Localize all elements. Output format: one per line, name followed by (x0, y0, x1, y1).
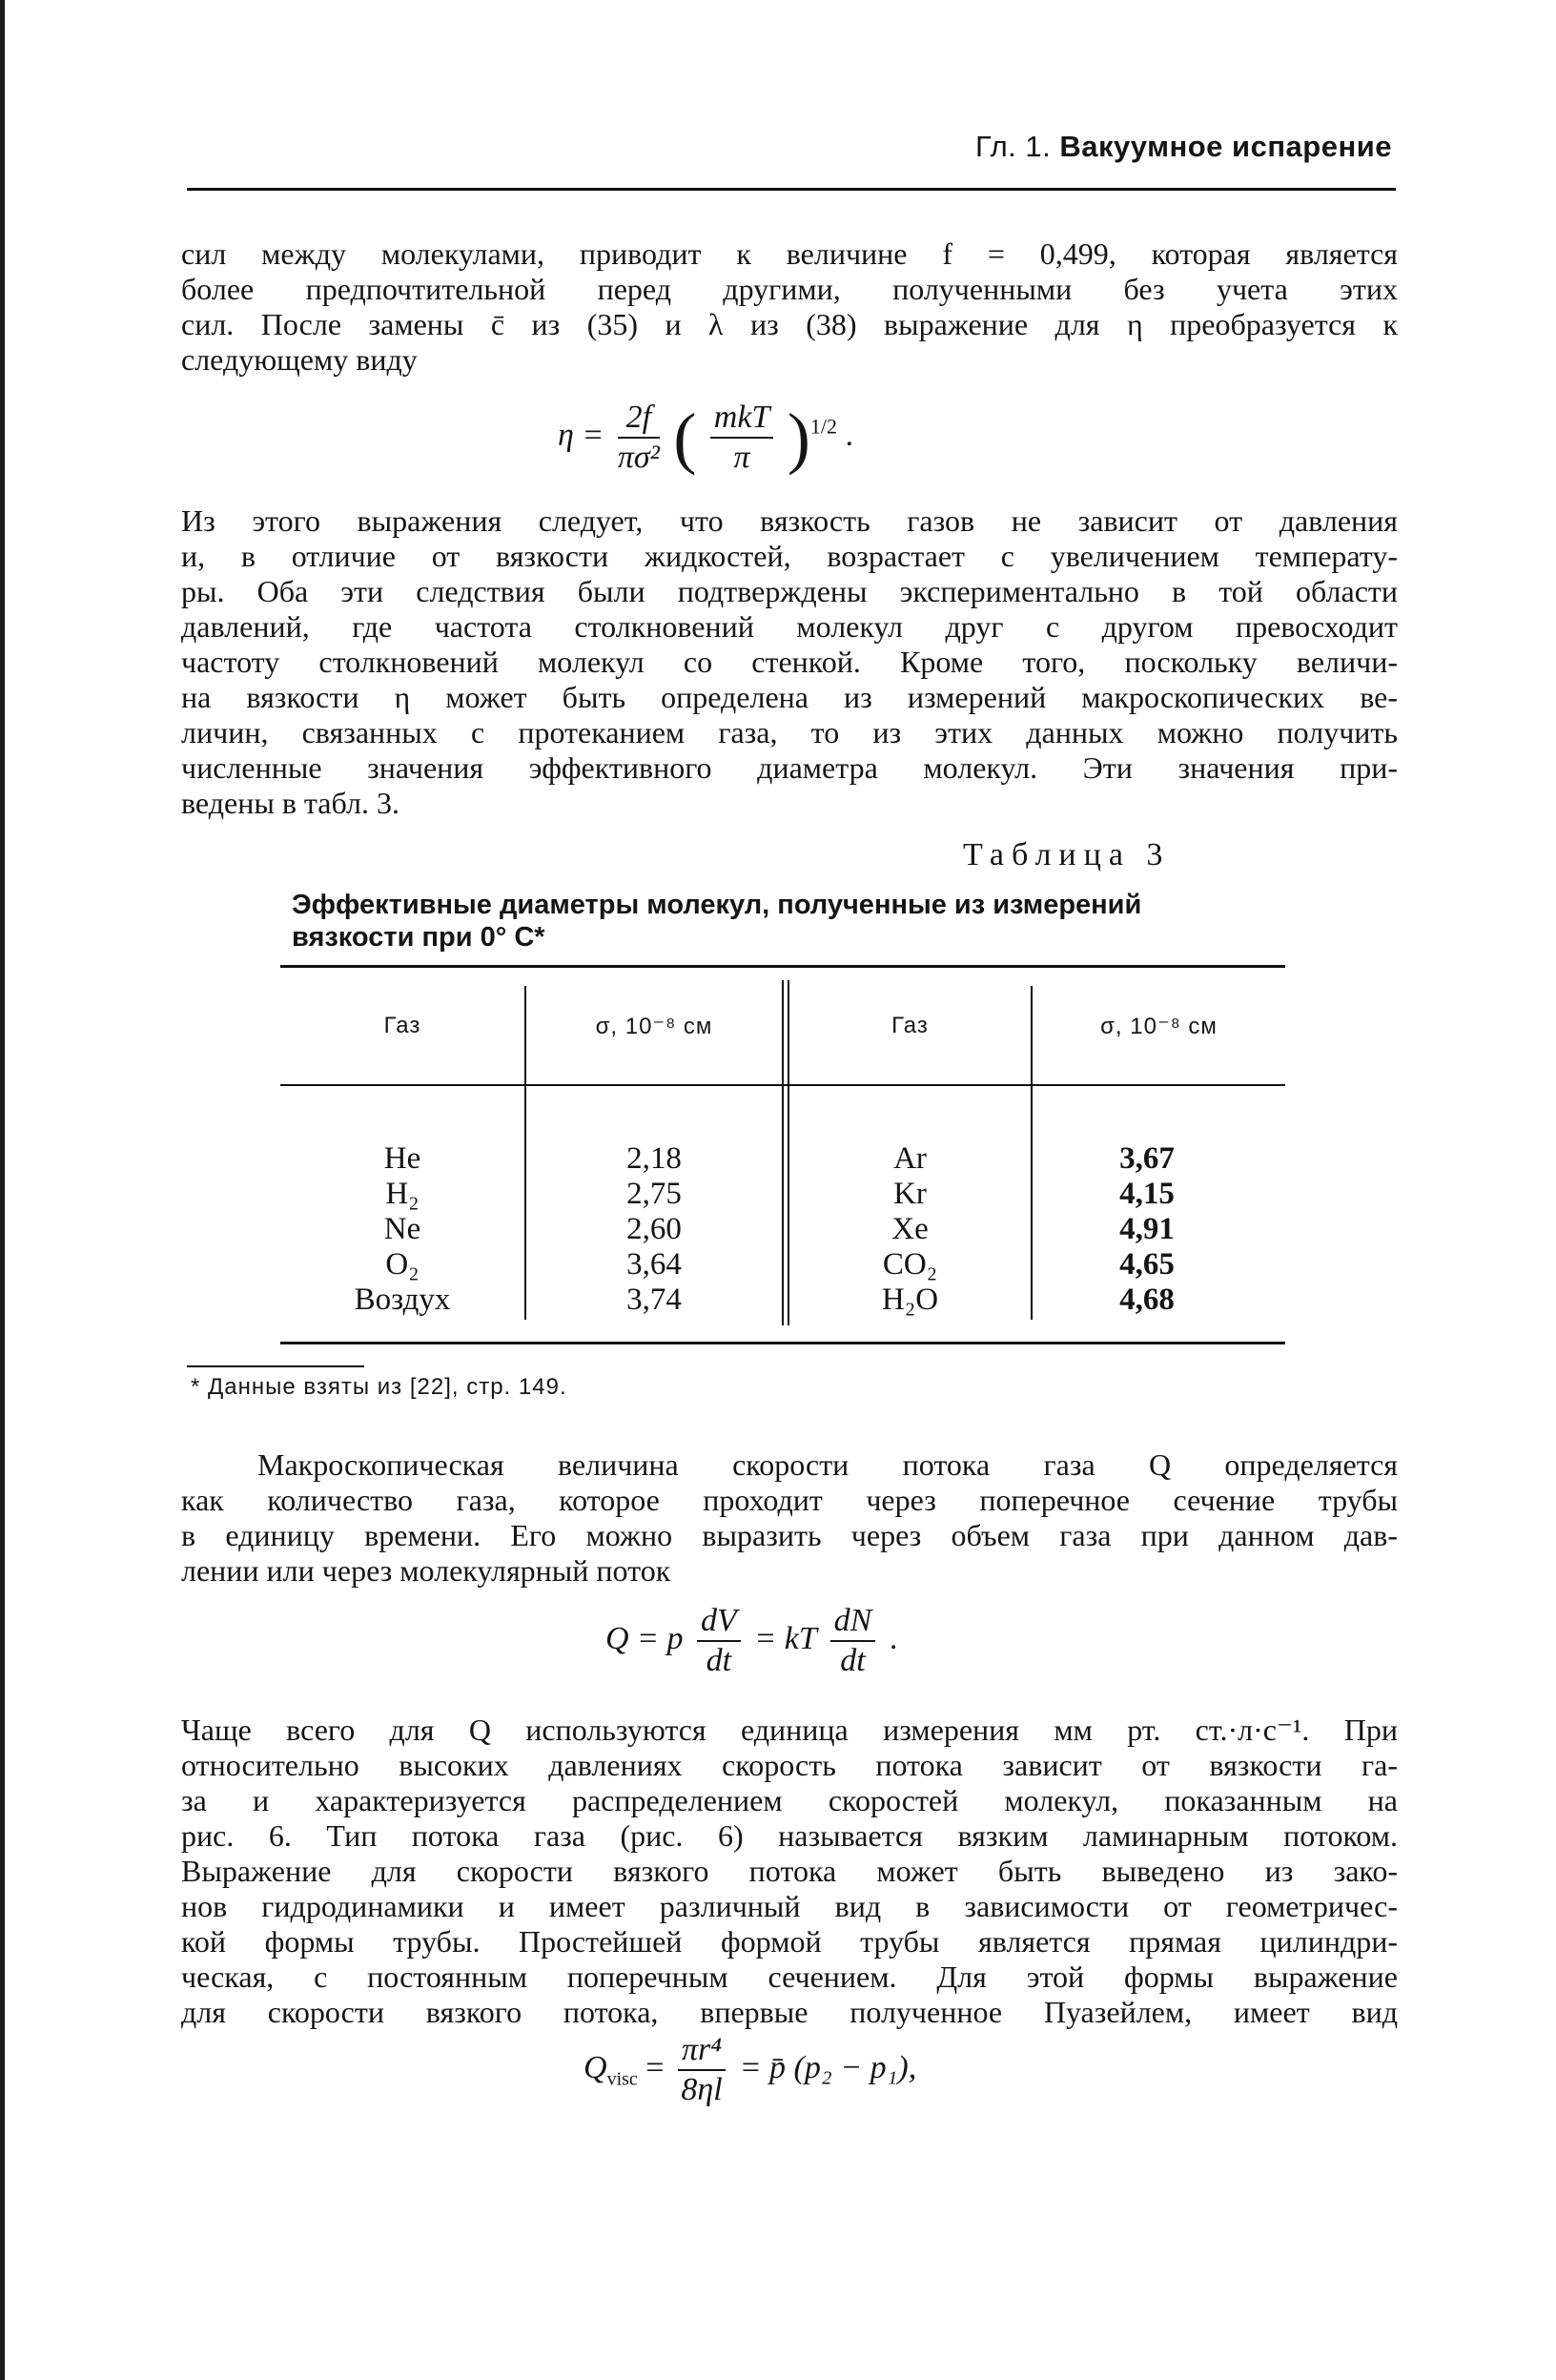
text-line: частоту столкновений молекул со стенкой. Кроме того, поскольку величи- (181, 645, 1398, 679)
text-line: Чаще всего для Q используются единица измерения мм рт. ст.·л·с⁻¹. При (181, 1713, 1398, 1747)
table-cell: 4,15 (1119, 1177, 1175, 1211)
caption-line: Эффективные диаметры молекул, полученные из измерений (292, 890, 1142, 920)
denominator: π (733, 440, 750, 475)
text-line: Выражение для скорости вязкого потока может быть выведено из зако- (181, 1854, 1398, 1888)
table-label: Таблица 3 (963, 837, 1171, 872)
table-top-rule (280, 965, 1285, 968)
table-cell: 2,60 (626, 1212, 682, 1246)
text-line: относительно высоких давлениях скорость потока зависит от вязкости га- (181, 1748, 1398, 1782)
denominator: πσ² (617, 440, 660, 475)
formula-end: . (889, 1620, 898, 1656)
numerator: dN (830, 1602, 876, 1642)
formula-lhs: η = (558, 417, 604, 453)
header-rule (187, 188, 1396, 191)
fraction (710, 399, 774, 477)
formula-middle: = kT (754, 1620, 817, 1656)
text-line: более предпочтительной перед другими, полученными без учета этих (181, 272, 1398, 306)
page-edge (0, 0, 5, 2380)
table-cell: H₂ (385, 1177, 420, 1211)
table-cell: Ar (893, 1141, 927, 1176)
table-cell: He (383, 1141, 421, 1176)
table-cell: 4,65 (1119, 1247, 1175, 1282)
paragraph-3 (181, 1447, 1398, 1589)
gas-column-right (789, 1141, 1031, 1318)
viscosity-formula (558, 399, 853, 477)
text-line: в единицу времени. Его можно выразить через объем газа при данном дав- (181, 1518, 1398, 1552)
text-line: ры. Оба эти следствия были подтверждены экспериментально в той области (181, 574, 1398, 608)
table-bottom-rule (280, 1342, 1285, 1344)
text-line: как количество газа, которое проходит через поперечное сечение трубы (181, 1483, 1398, 1517)
text-line: рис. 6. Тип потока газа (рис. 6) называется вязким ламинарным потоком. (181, 1818, 1398, 1853)
equals-sign: = (645, 2049, 665, 2085)
table-cell: Xe (891, 1212, 929, 1246)
table-cell: Воздух (354, 1282, 451, 1317)
fraction (830, 1602, 876, 1680)
denominator: dt (706, 1643, 732, 1678)
text-line: на вязкости η может быть определена из измерений макроскопических ве- (181, 680, 1398, 714)
text-line: лении или через молекулярный поток (181, 1553, 671, 1588)
table-cell: 2,75 (626, 1177, 682, 1211)
caption-line: вязкости при 0° С* (292, 922, 545, 953)
text-line: личин, связанных с протеканием газа, то из этих данных можно получить (181, 715, 1398, 749)
column-divider (782, 980, 784, 1325)
chapter-title: Вакуумное испарение (1059, 130, 1392, 163)
table-cell: 2,18 (626, 1141, 682, 1176)
header-gas-left: Газ (383, 1013, 421, 1038)
table-cell: 4,91 (1119, 1212, 1175, 1246)
poiseuille-formula (584, 2031, 916, 2109)
sigma-column-right (1033, 1141, 1261, 1318)
text-line: ведены в табл. 3. (181, 786, 399, 820)
text-line: сил. После замены c̄ из (35) и λ из (38) выражение для η преобразуется к (181, 307, 1398, 341)
subscript: visc (606, 2068, 638, 2090)
table-cell: H₂O (881, 1282, 939, 1317)
table-cell: O₂ (385, 1247, 420, 1282)
text-line: Макроскопическая величина скорости потока газа Q определяется (257, 1447, 1398, 1482)
table-cell: CO₂ (882, 1247, 938, 1282)
text-line: для скорости вязкого потока, впервые полученное Пуазейлем, имеет вид (181, 1995, 1398, 2029)
formula-lhs: Q (584, 2049, 607, 2085)
table-footnote: * Данные взяты из [22], стр. 149. (191, 1374, 567, 1400)
table-cell: 3,74 (626, 1282, 682, 1317)
sigma-column-left (526, 1141, 782, 1318)
table-cell: 3,67 (1119, 1141, 1175, 1176)
fraction (618, 399, 660, 477)
formula-lhs: Q = p (605, 1620, 684, 1656)
header-sigma-right: σ, 10⁻⁸ см (1100, 1014, 1218, 1039)
header-sigma-left: σ, 10⁻⁸ см (595, 1014, 713, 1039)
paragraph-4 (181, 1713, 1398, 2030)
header-gas-right: Газ (891, 1013, 929, 1038)
numerator: mkT (710, 399, 774, 439)
paragraph-2 (181, 503, 1398, 821)
text-line: за и характеризуется распределением скоростей молекул, показанным на (181, 1783, 1398, 1817)
flow-formula (605, 1602, 897, 1680)
left-paren: ( (673, 400, 697, 476)
numerator: dV (697, 1602, 741, 1642)
denominator: dt (840, 1643, 866, 1678)
numerator: πr⁴ (678, 2031, 726, 2071)
numerator: 2f (618, 399, 660, 439)
gas-column-left (280, 1141, 524, 1318)
fraction (697, 1602, 741, 1680)
text-line: ческая, с постоянным поперечным сечением. Для этой формы выражение (181, 1959, 1398, 1994)
text-line: давлений, где частота столкновений молекул друг с другом превосходит (181, 609, 1398, 644)
table-cell: Ne (383, 1212, 421, 1246)
table-cell: 3,64 (626, 1247, 682, 1282)
footnote-rule (187, 1365, 364, 1367)
right-paren: ) (787, 400, 810, 476)
running-header (975, 130, 1392, 164)
text-line: численные значения эффективного диаметра молекул. Эти значения при- (181, 750, 1398, 785)
text-line: нов гидродинамики и имеет различный вид в зависимости от геометричес- (181, 1889, 1398, 1923)
text-line: Из этого выражения следует, что вязкость газов не зависит от давления (181, 503, 1398, 538)
exponent: 1/2 (809, 414, 837, 439)
table-cell: Kr (893, 1177, 927, 1211)
table-caption (292, 889, 1293, 954)
denominator: 8ηl (681, 2072, 723, 2107)
text-line: следующему виду (181, 342, 418, 377)
chapter-number: Гл. 1. (975, 130, 1052, 163)
formula-end: . (845, 417, 853, 453)
diameter-table (280, 965, 1285, 1344)
fraction (678, 2031, 726, 2109)
text-line: и, в отличие от вязкости жидкостей, возрастает с увеличением температу- (181, 539, 1398, 573)
formula-rhs: = p̄ (p₂ − p₁), (739, 2049, 917, 2085)
text-line: кой формы трубы. Простейшей формой трубы является прямая цилиндри- (181, 1924, 1398, 1959)
text-line: сил между молекулами, приводит к величине f = 0,499, которая является (181, 236, 1398, 271)
table-cell: 4,68 (1119, 1282, 1175, 1317)
paragraph-1 (181, 236, 1398, 378)
